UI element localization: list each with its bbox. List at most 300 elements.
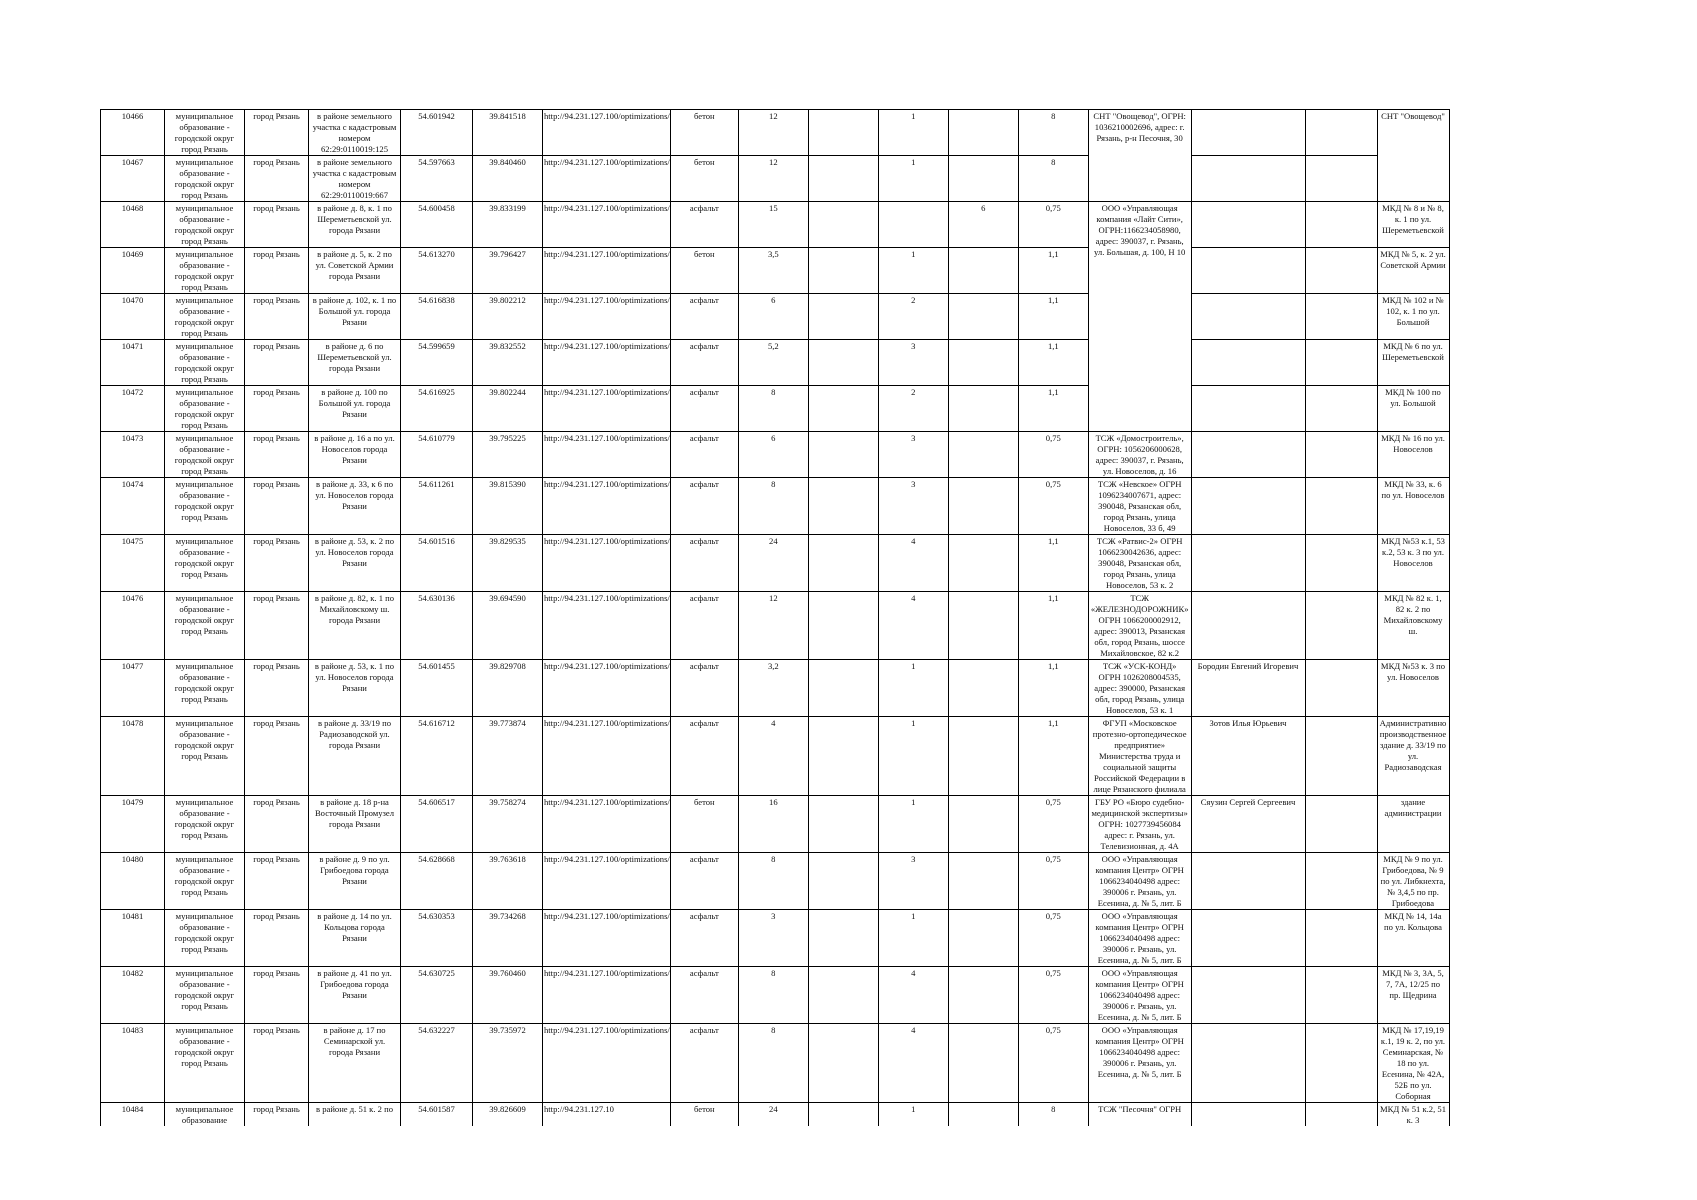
container-count-cell: 2: [878, 294, 948, 340]
owner-cell: ТСЖ «Ратвис-2» ОГРН 1066230042636, адрес: 390048, Рязанская обл, город Рязань, улица Новоселов, 53 к. 2: [1088, 535, 1191, 592]
waste-source-cell: МКД № 100 по ул. Большой: [1377, 386, 1449, 432]
planned-count-cell: [948, 1024, 1018, 1103]
waste-source-cell: МКД № 33, к. 6 по ул. Новоселов: [1377, 478, 1449, 535]
contact-person-cell: [1191, 910, 1305, 967]
longitude-cell: 39.802244: [473, 386, 543, 432]
row-id-cell: 10476: [101, 592, 165, 660]
longitude-cell: 39.795225: [473, 432, 543, 478]
waste-source-cell: МКД № 8 и № 8, к. 1 по ул. Шереметьевской: [1377, 202, 1449, 248]
city-cell: город Рязань: [245, 156, 309, 202]
address-cell: в районе д. 100 по Большой ул. города Рязани: [309, 386, 401, 432]
container-count-cell: 3: [878, 478, 948, 535]
surface-cell: асфальт: [670, 1024, 738, 1103]
city-cell: город Рязань: [245, 340, 309, 386]
contact-person-cell: [1191, 592, 1305, 660]
empty-cell: [808, 340, 878, 386]
city-cell: город Рязань: [245, 202, 309, 248]
volume-cell: 0,75: [1018, 202, 1088, 248]
table-row: [101, 202, 1546, 248]
row-id-cell: 10468: [101, 202, 165, 248]
empty-cell: [1305, 1103, 1377, 1127]
waste-source-cell: МКД №53 к. 3 по ул. Новоселов: [1377, 660, 1449, 717]
container-count-cell: [878, 202, 948, 248]
municipality-cell: муниципальное образование - городской округ город Рязань: [165, 478, 245, 535]
contact-person-cell: [1191, 967, 1305, 1024]
area-cell: 6: [738, 294, 808, 340]
address-cell: в районе д. 16 а по ул. Новоселов города Рязани: [309, 432, 401, 478]
area-cell: 3: [738, 910, 808, 967]
contact-person-cell: Зотов Илья Юрьевич: [1191, 717, 1305, 796]
table-row: [101, 796, 1546, 853]
empty-cell: [1305, 248, 1377, 294]
address-cell: в районе д. 18 р-на Восточный Промузел города Рязани: [309, 796, 401, 853]
volume-cell: 1,1: [1018, 717, 1088, 796]
municipality-cell: муниципальное образование - городской округ город Рязань: [165, 796, 245, 853]
volume-cell: 0,75: [1018, 853, 1088, 910]
volume-cell: 0,75: [1018, 967, 1088, 1024]
latitude-cell: 54.600458: [401, 202, 473, 248]
surface-cell: асфальт: [670, 294, 738, 340]
contact-person-cell: [1191, 535, 1305, 592]
city-cell: город Рязань: [245, 853, 309, 910]
city-cell: город Рязань: [245, 1103, 309, 1127]
table-row: [101, 156, 1546, 202]
planned-count-cell: [948, 340, 1018, 386]
address-cell: в районе д. 6 по Шереметьевской ул. города Рязани: [309, 340, 401, 386]
container-count-cell: 4: [878, 535, 948, 592]
registry-page: [100, 109, 1546, 1126]
empty-cell: [1305, 386, 1377, 432]
area-cell: 4: [738, 717, 808, 796]
empty-cell: [808, 1103, 878, 1127]
city-cell: город Рязань: [245, 910, 309, 967]
address-cell: в районе д. 9 по ул. Грибоедова города Рязани: [309, 853, 401, 910]
planned-count-cell: [948, 386, 1018, 432]
table-row: [101, 478, 1546, 535]
surface-cell: бетон: [670, 796, 738, 853]
owner-cell: ТСЖ «ЖЕЛЕЗНОДОРОЖНИК» ОГРН 1066200002912, адрес: 390013, Рязанская обл, город Рязань, шоссе Михайловское, 82 к.2: [1088, 592, 1191, 660]
longitude-cell: 39.734268: [473, 910, 543, 967]
planned-count-cell: [948, 110, 1018, 156]
address-cell: в районе д. 102, к. 1 по Большой ул. города Рязани: [309, 294, 401, 340]
volume-cell: 1,1: [1018, 340, 1088, 386]
link-cell[interactable]: http://94.231.127.100/optimizations/: [543, 910, 671, 967]
surface-cell: бетон: [670, 156, 738, 202]
surface-cell: асфальт: [670, 478, 738, 535]
surface-cell: асфальт: [670, 910, 738, 967]
owner-cell: ООО «Управляющая компания Центр» ОГРН 1066234040498 адрес: 390006 г. Рязань, ул. Есенина, д. № 5, лит. Б: [1088, 967, 1191, 1024]
waste-source-cell: МКД № 14, 14а по ул. Кольцова: [1377, 910, 1449, 967]
empty-cell: [808, 660, 878, 717]
area-cell: 8: [738, 386, 808, 432]
container-count-cell: 3: [878, 340, 948, 386]
volume-cell: 1,1: [1018, 592, 1088, 660]
empty-cell: [808, 156, 878, 202]
area-cell: 6: [738, 432, 808, 478]
municipality-cell: муниципальное образование - городской округ город Рязань: [165, 432, 245, 478]
address-cell: в районе д. 41 по ул. Грибоедова города Рязани: [309, 967, 401, 1024]
area-cell: 12: [738, 110, 808, 156]
contact-person-cell: Бородин Евгений Игоревич: [1191, 660, 1305, 717]
container-count-cell: 1: [878, 1103, 948, 1127]
address-cell: в районе д. 53, к. 1 по ул. Новоселов города Рязани: [309, 660, 401, 717]
area-cell: 15: [738, 202, 808, 248]
waste-source-cell: МКД № 5, к. 2 ул. Советской Армии: [1377, 248, 1449, 294]
area-cell: 8: [738, 1024, 808, 1103]
link-cell[interactable]: http://94.231.127.100/optimizations/: [543, 294, 671, 340]
longitude-cell: 39.829535: [473, 535, 543, 592]
city-cell: город Рязань: [245, 796, 309, 853]
empty-cell: [808, 535, 878, 592]
empty-cell: [808, 248, 878, 294]
area-cell: 3,5: [738, 248, 808, 294]
municipality-cell: муниципальное образование: [165, 1103, 245, 1127]
empty-cell: [808, 853, 878, 910]
link-cell[interactable]: http://94.231.127.100/optimizations/: [543, 110, 671, 156]
row-id-cell: 10471: [101, 340, 165, 386]
empty-cell: [808, 432, 878, 478]
longitude-cell: 39.763618: [473, 853, 543, 910]
empty-cell: [1305, 853, 1377, 910]
table-row: [101, 910, 1546, 967]
municipality-cell: муниципальное образование - городской округ город Рязань: [165, 156, 245, 202]
address-cell: в районе д. 33/19 по Радиозаводской ул. города Рязани: [309, 717, 401, 796]
owner-cell: ООО «Управляющая компания Центр» ОГРН 1066234040498 адрес: 390006 г. Рязань, ул. Есенина, д. № 5, лит. Б: [1088, 910, 1191, 967]
table-row: [101, 110, 1546, 156]
link-cell[interactable]: http://94.231.127.100/optimizations/: [543, 202, 671, 248]
planned-count-cell: [948, 967, 1018, 1024]
volume-cell: 8: [1018, 156, 1088, 202]
table-row: [101, 660, 1546, 717]
container-count-cell: 2: [878, 386, 948, 432]
empty-cell: [808, 717, 878, 796]
longitude-cell: 39.833199: [473, 202, 543, 248]
contact-person-cell: [1191, 202, 1305, 248]
container-count-cell: 4: [878, 967, 948, 1024]
row-id-cell: 10474: [101, 478, 165, 535]
empty-cell: [1305, 717, 1377, 796]
owner-cell: ТСЖ «УСК-КОНД» ОГРН 1026208004535, адрес: 390000, Рязанская обл, город Рязань, улица Новоселов, 53 к. 1: [1088, 660, 1191, 717]
container-count-cell: 1: [878, 717, 948, 796]
contact-person-cell: [1191, 478, 1305, 535]
latitude-cell: 54.632227: [401, 1024, 473, 1103]
empty-cell: [808, 110, 878, 156]
empty-cell: [808, 294, 878, 340]
municipality-cell: муниципальное образование - городской округ город Рязань: [165, 202, 245, 248]
municipality-cell: муниципальное образование - городской округ город Рязань: [165, 340, 245, 386]
table-row: [101, 535, 1546, 592]
waste-source-cell: МКД №53 к.1, 53 к.2, 53 к. 3 по ул. Новоселов: [1377, 535, 1449, 592]
surface-cell: асфальт: [670, 853, 738, 910]
owner-cell: ООО «Управляющая компания Центр» ОГРН 1066234040498 адрес: 390006 г. Рязань, ул. Есенина, д. № 5, лит. Б: [1088, 853, 1191, 910]
address-cell: в районе д. 33, к 6 по ул. Новоселов города Рязани: [309, 478, 401, 535]
planned-count-cell: [948, 592, 1018, 660]
latitude-cell: 54.616712: [401, 717, 473, 796]
longitude-cell: 39.694590: [473, 592, 543, 660]
empty-cell: [808, 386, 878, 432]
contact-person-cell: [1191, 156, 1305, 202]
surface-cell: асфальт: [670, 340, 738, 386]
container-count-cell: 1: [878, 156, 948, 202]
row-id-cell: 10472: [101, 386, 165, 432]
link-cell[interactable]: http://94.231.127.100/optimizations/: [543, 535, 671, 592]
contact-person-cell: [1191, 294, 1305, 340]
planned-count-cell: [948, 910, 1018, 967]
municipality-cell: муниципальное образование - городской округ город Рязань: [165, 248, 245, 294]
surface-cell: асфальт: [670, 592, 738, 660]
container-count-cell: 3: [878, 853, 948, 910]
longitude-cell: 39.815390: [473, 478, 543, 535]
longitude-cell: 39.773874: [473, 717, 543, 796]
waste-source-cell: Административно производственное здание д. 33/19 по ул. Радиозаводская: [1377, 717, 1449, 796]
municipality-cell: муниципальное образование - городской округ город Рязань: [165, 717, 245, 796]
municipality-cell: муниципальное образование - городской округ город Рязань: [165, 967, 245, 1024]
row-id-cell: 10475: [101, 535, 165, 592]
latitude-cell: 54.601455: [401, 660, 473, 717]
empty-cell: [1305, 156, 1377, 202]
row-id-cell: 10484: [101, 1103, 165, 1127]
container-count-cell: 1: [878, 910, 948, 967]
surface-cell: бетон: [670, 1103, 738, 1127]
contact-person-cell: [1191, 340, 1305, 386]
latitude-cell: 54.616925: [401, 386, 473, 432]
address-cell: в районе земельного участка с кадастровым номером 62:29:0110019:667: [309, 156, 401, 202]
area-cell: 8: [738, 478, 808, 535]
address-cell: в районе земельного участка с кадастровым номером 62:29:0110019:125: [309, 110, 401, 156]
empty-cell: [808, 478, 878, 535]
table-row: [101, 967, 1546, 1024]
row-id-cell: 10482: [101, 967, 165, 1024]
longitude-cell: 39.802212: [473, 294, 543, 340]
row-id-cell: 10470: [101, 294, 165, 340]
table-row: [101, 340, 1546, 386]
contact-person-cell: [1191, 248, 1305, 294]
volume-cell: 8: [1018, 110, 1088, 156]
row-id-cell: 10481: [101, 910, 165, 967]
contact-person-cell: [1191, 1024, 1305, 1103]
volume-cell: 0,75: [1018, 910, 1088, 967]
link-cell[interactable]: http://94.231.127.100/optimizations/: [543, 432, 671, 478]
empty-cell: [1305, 592, 1377, 660]
longitude-cell: 39.735972: [473, 1024, 543, 1103]
contact-person-cell: [1191, 110, 1305, 156]
longitude-cell: 39.840460: [473, 156, 543, 202]
waste-source-cell: МКД № 17,19,19 к.1, 19 к. 2, по ул. Семинарская, № 18 по ул. Есенина, № 42А, 52Б по ул. Соборная: [1377, 1024, 1449, 1103]
surface-cell: асфальт: [670, 202, 738, 248]
row-id-cell: 10479: [101, 796, 165, 853]
contact-person-cell: [1191, 386, 1305, 432]
waste-source-cell: МКД № 3, 3А, 5, 7, 7А, 12/25 по пр. Щедрина: [1377, 967, 1449, 1024]
registry-table: [100, 109, 1546, 1126]
surface-cell: асфальт: [670, 386, 738, 432]
row-id-cell: 10467: [101, 156, 165, 202]
volume-cell: 1,1: [1018, 294, 1088, 340]
link-cell[interactable]: http://94.231.127.100/optimizations/: [543, 853, 671, 910]
latitude-cell: 54.597663: [401, 156, 473, 202]
link-cell[interactable]: http://94.231.127.100/optimizations/: [543, 660, 671, 717]
link-cell[interactable]: http://94.231.127.100/optimizations/: [543, 796, 671, 853]
link-cell[interactable]: http://94.231.127.100/optimizations/: [543, 248, 671, 294]
owner-cell: ГБУ РО «Бюро судебно-медицинской экспертизы» ОГРН: 1027739456084 адрес: г. Рязань, ул. Телевизионная, д. 4А: [1088, 796, 1191, 853]
empty-cell: [808, 202, 878, 248]
city-cell: город Рязань: [245, 535, 309, 592]
address-cell: в районе д. 14 по ул. Кольцова города Рязани: [309, 910, 401, 967]
waste-source-cell: МКД № 16 по ул. Новоселов: [1377, 432, 1449, 478]
link-cell[interactable]: http://94.231.127.100/optimizations/: [543, 386, 671, 432]
empty-cell: [808, 592, 878, 660]
empty-cell: [1305, 478, 1377, 535]
volume-cell: 1,1: [1018, 386, 1088, 432]
planned-count-cell: [948, 853, 1018, 910]
waste-source-cell: МКД № 102 и № 102, к. 1 по ул. Большой: [1377, 294, 1449, 340]
container-count-cell: 4: [878, 1024, 948, 1103]
municipality-cell: муниципальное образование - городской округ город Рязань: [165, 910, 245, 967]
latitude-cell: 54.601516: [401, 535, 473, 592]
municipality-cell: муниципальное образование - городской округ город Рязань: [165, 535, 245, 592]
city-cell: город Рязань: [245, 294, 309, 340]
volume-cell: 0,75: [1018, 478, 1088, 535]
link-cell[interactable]: http://94.231.127.100/optimizations/: [543, 340, 671, 386]
row-id-cell: 10477: [101, 660, 165, 717]
volume-cell: 1,1: [1018, 660, 1088, 717]
city-cell: город Рязань: [245, 660, 309, 717]
empty-cell: [1305, 910, 1377, 967]
table-row: [101, 386, 1546, 432]
planned-count-cell: [948, 156, 1018, 202]
city-cell: город Рязань: [245, 248, 309, 294]
table-row: [101, 1024, 1546, 1103]
address-cell: в районе д. 17 по Семинарской ул. города Рязани: [309, 1024, 401, 1103]
empty-cell: [808, 796, 878, 853]
city-cell: город Рязань: [245, 967, 309, 1024]
row-id-cell: 10478: [101, 717, 165, 796]
empty-cell: [1305, 202, 1377, 248]
address-cell: в районе д. 8, к. 1 по Шереметьевской ул. города Рязани: [309, 202, 401, 248]
latitude-cell: 54.628668: [401, 853, 473, 910]
volume-cell: 1,1: [1018, 535, 1088, 592]
planned-count-cell: 6: [948, 202, 1018, 248]
owner-cell: ООО «Управляющая компания «Лайт Сити», ОГРН:1166234058980, адрес: 390037, г. Рязань, ул. Большая, д. 100, Н 10: [1088, 202, 1191, 432]
table-row: [101, 853, 1546, 910]
address-cell: в районе д. 5, к. 2 по ул. Советской Армии города Рязани: [309, 248, 401, 294]
registry-body: [101, 110, 1546, 1127]
link-cell[interactable]: http://94.231.127.100/optimizations/: [543, 478, 671, 535]
owner-cell: ФГУП «Московское протезно-ортопедическое предприятие» Министерства труда и социальной защиты Российской Федерации в лице Рязанского филиала: [1088, 717, 1191, 796]
latitude-cell: 54.610779: [401, 432, 473, 478]
empty-cell: [1305, 432, 1377, 478]
empty-cell: [1305, 340, 1377, 386]
longitude-cell: 39.841518: [473, 110, 543, 156]
volume-cell: 0,75: [1018, 796, 1088, 853]
latitude-cell: 54.599659: [401, 340, 473, 386]
owner-cell: ООО «Управляющая компания Центр» ОГРН 1066234040498 адрес: 390006 г. Рязань, ул. Есенина, д. № 5, лит. Б: [1088, 1024, 1191, 1103]
row-id-cell: 10480: [101, 853, 165, 910]
planned-count-cell: [948, 1103, 1018, 1127]
empty-cell: [808, 910, 878, 967]
link-cell[interactable]: http://94.231.127.100/optimizations/: [543, 592, 671, 660]
municipality-cell: муниципальное образование - городской округ город Рязань: [165, 592, 245, 660]
waste-source-cell: МКД № 51 к.2, 51 к. 3: [1377, 1103, 1449, 1127]
container-count-cell: 1: [878, 796, 948, 853]
latitude-cell: 54.630725: [401, 967, 473, 1024]
empty-cell: [808, 1024, 878, 1103]
empty-cell: [1305, 294, 1377, 340]
container-count-cell: 1: [878, 660, 948, 717]
table-row: [101, 248, 1546, 294]
volume-cell: 0,75: [1018, 432, 1088, 478]
planned-count-cell: [948, 535, 1018, 592]
longitude-cell: 39.760460: [473, 967, 543, 1024]
container-count-cell: 3: [878, 432, 948, 478]
empty-cell: [1305, 1024, 1377, 1103]
surface-cell: асфальт: [670, 717, 738, 796]
surface-cell: асфальт: [670, 432, 738, 478]
latitude-cell: 54.613270: [401, 248, 473, 294]
contact-person-cell: Сяузин Сергей Сергеевич: [1191, 796, 1305, 853]
empty-cell: [808, 967, 878, 1024]
empty-cell: [1305, 110, 1377, 156]
row-id-cell: 10466: [101, 110, 165, 156]
municipality-cell: муниципальное образование - городской округ город Рязань: [165, 660, 245, 717]
city-cell: город Рязань: [245, 386, 309, 432]
link-cell[interactable]: http://94.231.127.100/optimizations/: [543, 967, 671, 1024]
link-cell[interactable]: http://94.231.127.10: [543, 1103, 671, 1127]
row-id-cell: 10473: [101, 432, 165, 478]
waste-source-cell: МКД № 82 к. 1, 82 к. 2 по Михайловскому ш.: [1377, 592, 1449, 660]
waste-source-cell: МКД № 6 по ул. Шереметьевской: [1377, 340, 1449, 386]
longitude-cell: 39.758274: [473, 796, 543, 853]
table-row: [101, 592, 1546, 660]
owner-cell: СНТ "Овощевод", ОГРН: 1036210002696, адрес: г. Рязань, р-н Песочня, 30: [1088, 110, 1191, 202]
city-cell: город Рязань: [245, 110, 309, 156]
link-cell[interactable]: http://94.231.127.100/optimizations/: [543, 717, 671, 796]
container-count-cell: 1: [878, 110, 948, 156]
table-row: [101, 1103, 1546, 1127]
table-row: [101, 432, 1546, 478]
municipality-cell: муниципальное образование - городской округ город Рязань: [165, 853, 245, 910]
planned-count-cell: [948, 248, 1018, 294]
area-cell: 16: [738, 796, 808, 853]
table-row: [101, 717, 1546, 796]
area-cell: 8: [738, 853, 808, 910]
surface-cell: асфальт: [670, 660, 738, 717]
city-cell: город Рязань: [245, 592, 309, 660]
link-cell[interactable]: http://94.231.127.100/optimizations/: [543, 156, 671, 202]
link-cell[interactable]: http://94.231.127.100/optimizations/: [543, 1024, 671, 1103]
city-cell: город Рязань: [245, 717, 309, 796]
address-cell: в районе д. 51 к. 2 по: [309, 1103, 401, 1127]
planned-count-cell: [948, 717, 1018, 796]
planned-count-cell: [948, 478, 1018, 535]
planned-count-cell: [948, 796, 1018, 853]
longitude-cell: 39.832552: [473, 340, 543, 386]
longitude-cell: 39.826609: [473, 1103, 543, 1127]
area-cell: 24: [738, 535, 808, 592]
surface-cell: асфальт: [670, 535, 738, 592]
empty-cell: [1305, 967, 1377, 1024]
row-id-cell: 10469: [101, 248, 165, 294]
area-cell: 12: [738, 592, 808, 660]
area-cell: 8: [738, 967, 808, 1024]
container-count-cell: 1: [878, 248, 948, 294]
owner-cell: ТСЖ «Невское» ОГРН 1096234007671, адрес: 390048, Рязанская обл, город Рязань, улица Новоселов, 33 б, 49: [1088, 478, 1191, 535]
longitude-cell: 39.829708: [473, 660, 543, 717]
volume-cell: 8: [1018, 1103, 1088, 1127]
city-cell: город Рязань: [245, 478, 309, 535]
area-cell: 24: [738, 1103, 808, 1127]
latitude-cell: 54.630353: [401, 910, 473, 967]
contact-person-cell: [1191, 432, 1305, 478]
